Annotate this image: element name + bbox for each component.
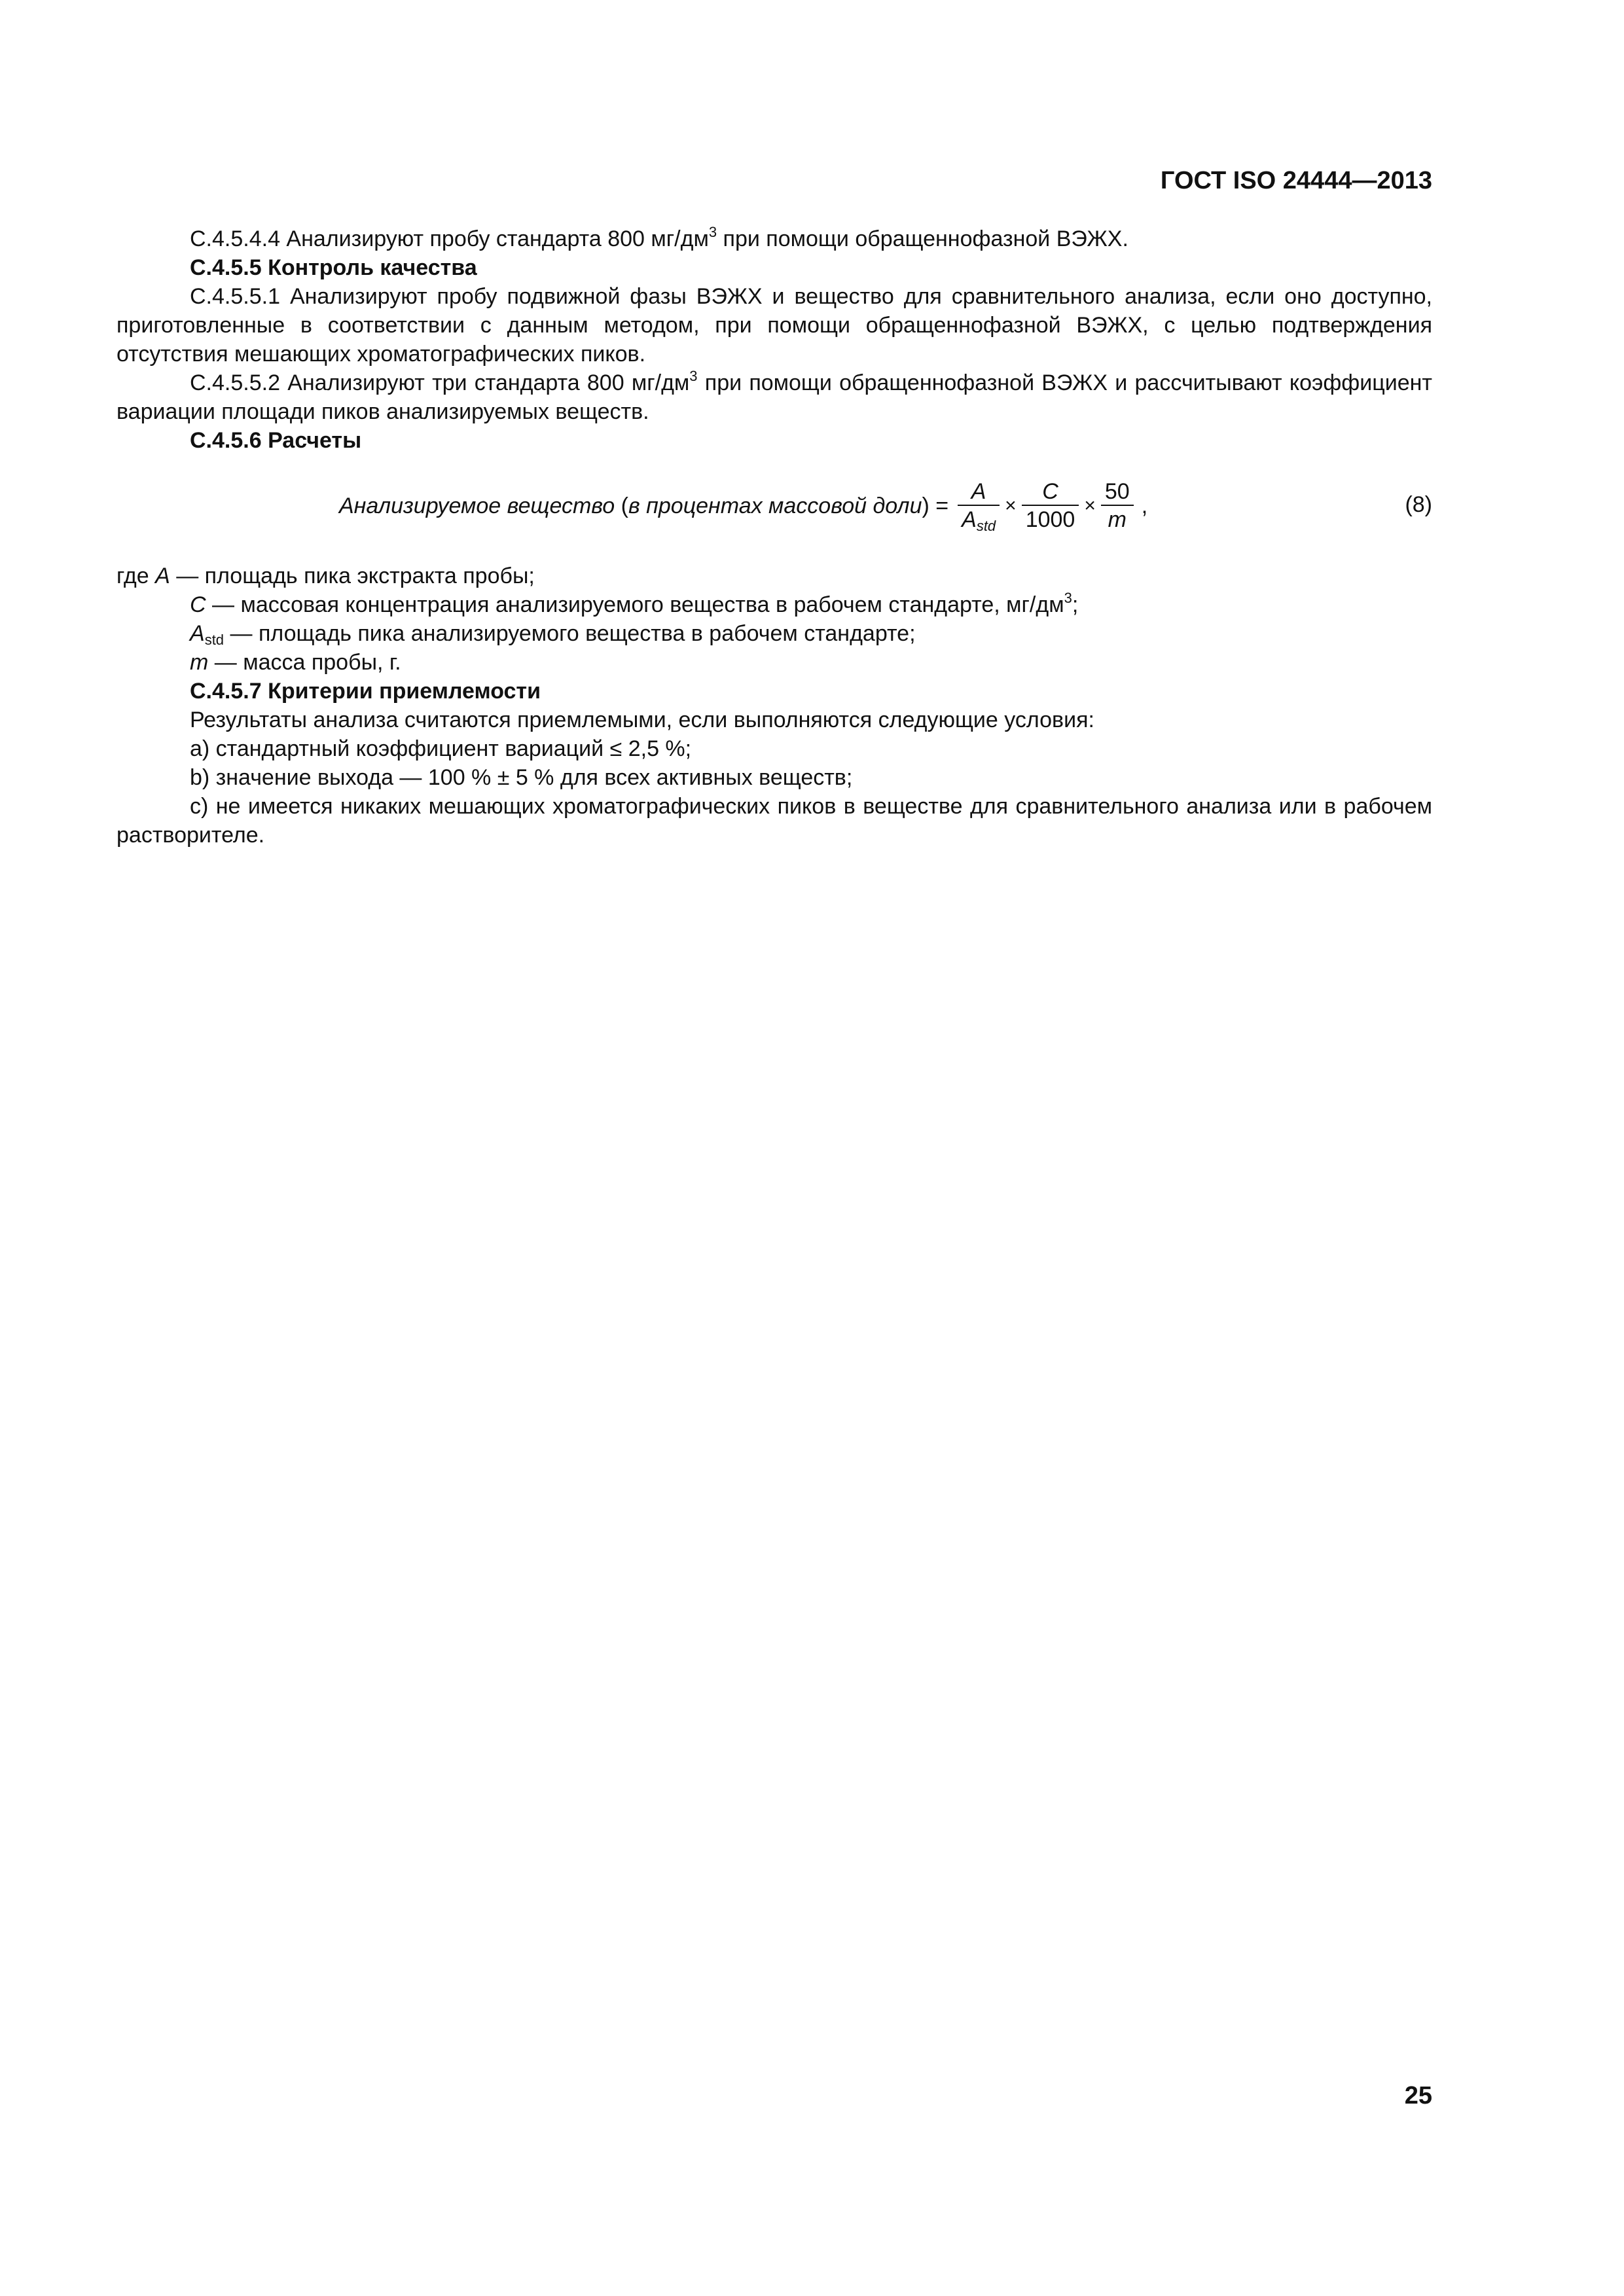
criteria-intro: Результаты анализа считаются приемлемыми, если выполняются следующие условия:: [190, 708, 1094, 732]
paragraph-c4552: С.4.5.5.2 Анализируют три стандарта 800 $мг/дм^3$ при помощи обращеннофазной ВЭЖХ и рассчитывают коэффициент вариации площади пиков анализируемых веществ.: [117, 368, 1432, 424]
fraction-a-over-astd: $\frac{A}{A_{std}}$: [958, 478, 1000, 533]
heading-quality-control: С.4.5.5 Контроль качества: [190, 255, 477, 280]
where-line-c: C — массовая концентрация анализируемого вещества в рабочем стандарте, $мг/дм^3$;: [190, 590, 1079, 617]
where-line-a: где A — площадь пика экстракта пробы;: [117, 564, 535, 588]
paragraph-c4551: С.4.5.5.1 Анализируют пробу подвижной фазы ВЭЖХ и вещество для сравнительного анализа, если оно доступно, приготовленные в соответствии с данным методом, при помощи обращеннофазной ВЭЖХ, с целью подтверждения отсутствия мешающих хроматографических пиков.: [117, 284, 1432, 367]
times-sign: ×: [1005, 495, 1017, 516]
times-sign: ×: [1084, 495, 1096, 516]
formula-expression: Анализируемое вещество ( в процентах массовой доли ) = $\frac{A}{A_{std}}$ × $\frac{C}{1000}$ × $\frac{50}{m}$ ,: [339, 479, 1148, 534]
heading-calculations: С.4.5.6 Расчеты: [190, 428, 362, 453]
criteria-item-b: b) значение выхода — 100 % ± 5 % для всех активных веществ;: [190, 765, 853, 790]
document-body: [117, 224, 1432, 850]
heading-acceptance-criteria: С.4.5.7 Критерии приемлемости: [190, 679, 541, 704]
fraction-c-over-1000: $\frac{C}{1000}$: [1022, 478, 1079, 533]
formula-8: [117, 473, 1432, 562]
where-line-m: m — масса пробы, г.: [190, 650, 401, 675]
fraction-50-over-m: $\frac{50}{m}$: [1101, 478, 1134, 533]
criteria-item-a: a) стандартный коэффициент вариаций ≤ 2,5 %;: [190, 736, 692, 761]
standard-header: ГОСТ ISO 24444—2013: [1160, 167, 1432, 194]
page-number: 25: [1404, 2082, 1432, 2109]
paragraph-c4544: С.4.5.4.4 Анализируют пробу стандарта 800 $мг/дм^3$ при помощи обращеннофазной ВЭЖХ.: [190, 224, 1128, 251]
equation-number: (8): [1405, 492, 1432, 517]
where-line-astd: $A_{std}$ — площадь пика анализируемого вещества в рабочем стандарте;: [190, 621, 916, 648]
criteria-item-c: c) не имеется никаких мешающих хроматографических пиков в веществе для сравнительного анализа или в рабочем растворителе.: [117, 794, 1432, 848]
formula-lhs: Анализируемое вещество: [339, 493, 615, 518]
